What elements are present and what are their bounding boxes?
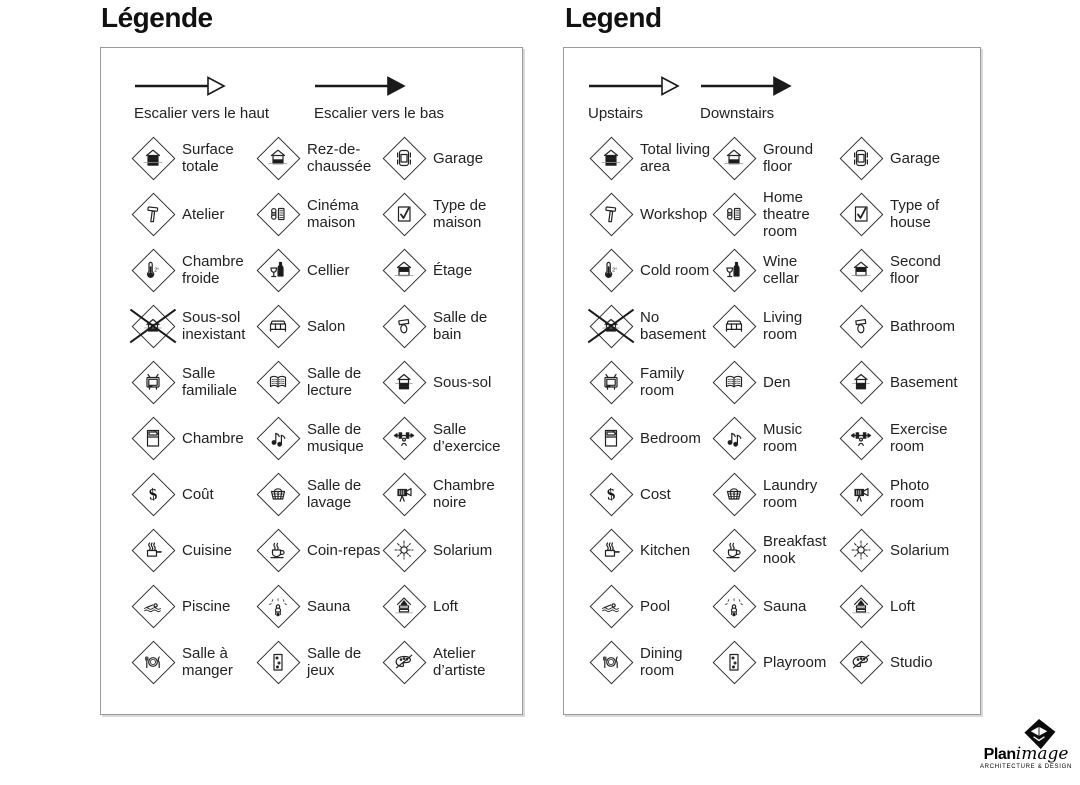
legend-item-no-basement (589, 304, 712, 348)
legend-item-label: No basement (640, 309, 706, 343)
legend-item-cost (131, 472, 256, 516)
legend-item-label: Rez-de-chaussée (307, 141, 372, 175)
studio-icon (839, 640, 883, 684)
legend-item-label: Music room (763, 421, 803, 455)
stairs-down-arrow-icon (700, 76, 792, 96)
legend-item-kitchen (131, 528, 256, 572)
stairs-down-label: Downstairs (700, 105, 775, 122)
breakfast-nook-icon (256, 528, 300, 572)
legend-item-type-of-house (382, 192, 502, 236)
legend-item-label: Salle de musique (307, 421, 364, 455)
legend-item-label: Bathroom (890, 317, 956, 335)
legend-item-label: Salle familiale (182, 365, 238, 399)
legend-item-solarium (839, 528, 961, 572)
music-room-icon (256, 416, 300, 460)
legend-item-label: Cost (640, 485, 671, 503)
legend-item-label: Solarium (433, 541, 493, 559)
legend-item-kitchen (589, 528, 712, 572)
bathroom-icon (839, 304, 883, 348)
legend-item-total-area (589, 136, 712, 180)
workshop-icon (589, 192, 633, 236)
stairs-up-arrow-group (134, 76, 269, 122)
legend-item-wine-cellar (256, 248, 382, 292)
total-area-icon (131, 136, 175, 180)
legend-item-label: Surface totale (182, 141, 234, 175)
legend-panel-french (100, 47, 523, 715)
legend-title-english: Legend (565, 2, 662, 33)
legend-item-garage (382, 136, 502, 180)
total-area-icon (589, 136, 633, 180)
cold-room-icon (589, 248, 633, 292)
legend-item-cold-room (589, 248, 712, 292)
legend-item-type-of-house (839, 192, 961, 236)
legend-item-label: Bedroom (640, 429, 701, 447)
pool-icon (131, 584, 175, 628)
legend-item-label: Sauna (307, 597, 351, 615)
legend-item-family-room (589, 360, 712, 404)
legend-item-pool (589, 584, 712, 628)
legend-item-label: Total living area (640, 141, 711, 175)
legend-item-workshop (589, 192, 712, 236)
legend-item-living-room (256, 304, 382, 348)
dining-room-icon (131, 640, 175, 684)
loft-icon (839, 584, 883, 628)
legend-item-music-room (256, 416, 382, 460)
planimage-logo (976, 719, 1076, 770)
legend-item-label: Type of house (890, 197, 940, 231)
type-of-house-icon (382, 192, 426, 236)
legend-item-cost (589, 472, 712, 516)
stairs-up-arrow-group (588, 76, 680, 122)
sauna-icon (712, 584, 756, 628)
basement-icon (839, 360, 883, 404)
legend-item-label: Breakfast nook (763, 533, 827, 567)
legend-item-pool (131, 584, 256, 628)
playroom-icon (712, 640, 756, 684)
legend-item-label: Salle de bain (433, 309, 488, 343)
legend-item-living-room (712, 304, 839, 348)
second-floor-icon (382, 248, 426, 292)
planimage-tagline: ARCHITECTURE & DESIGN (979, 764, 1073, 770)
laundry-room-icon (256, 472, 300, 516)
exercise-room-icon (839, 416, 883, 460)
legend-item-label: Sous-sol inexistant (182, 309, 246, 343)
legend-item-cold-room (131, 248, 256, 292)
legend-item-label: Salle de jeux (307, 645, 362, 679)
ground-floor-icon (256, 136, 300, 180)
legend-item-label: Home theatre room (763, 188, 810, 240)
breakfast-nook-icon (712, 528, 756, 572)
legend-item-exercise-room (839, 416, 961, 460)
legend-item-label: Living room (763, 309, 803, 343)
stairs-down-arrow-group (314, 76, 444, 122)
brand-plan: Plan (983, 746, 1016, 763)
living-room-icon (256, 304, 300, 348)
svg-text:$: $ (148, 486, 158, 504)
stairs-down-label: Escalier vers le bas (314, 105, 445, 122)
legend-item-label: Solarium (890, 541, 950, 559)
exercise-room-icon (382, 416, 426, 460)
legend-item-label: Wine cellar (763, 253, 799, 287)
legend-item-label: Chambre froide (182, 253, 244, 287)
stairs-up-label: Upstairs (588, 105, 644, 122)
legend-panel-english (563, 47, 981, 715)
cost-icon (589, 472, 633, 516)
legend-item-label: Chambre noire (433, 477, 495, 511)
legend-item-ground-floor (712, 136, 839, 180)
legend-item-den (712, 360, 839, 404)
legend-item-label: Ground floor (763, 141, 814, 175)
legend-item-loft (839, 584, 961, 628)
legend-item-label: Salle d’exercice (433, 421, 501, 455)
legend-grid-english (589, 130, 961, 690)
legend-item-label: Loft (890, 597, 916, 615)
legend-item-label: Salon (307, 317, 346, 335)
workshop-icon (131, 192, 175, 236)
legend-item-label: Cuisine (182, 541, 233, 559)
family-room-icon (131, 360, 175, 404)
stairs-down-arrow-group (700, 76, 792, 122)
studio-icon (382, 640, 426, 684)
kitchen-icon (131, 528, 175, 572)
cost-icon (131, 472, 175, 516)
legend-item-label: Coût (182, 485, 214, 503)
legend-item-label: Sous-sol (433, 373, 492, 391)
legend-item-label: Piscine (182, 597, 231, 615)
stairs-up-label: Escalier vers le haut (134, 105, 270, 122)
legend-item-home-theatre (712, 189, 839, 240)
laundry-room-icon (712, 472, 756, 516)
legend-item-second-floor (839, 248, 961, 292)
brand-image: image (1015, 744, 1069, 764)
stairs-up-arrow-icon (588, 76, 680, 96)
legend-item-label: Coin-repas (307, 541, 381, 559)
legend-item-label: Salle de lavage (307, 477, 362, 511)
legend-item-dining-room (131, 640, 256, 684)
legend-item-sauna (712, 584, 839, 628)
home-theatre-icon (256, 192, 300, 236)
legend-item-photo-room (382, 472, 502, 516)
pool-icon (589, 584, 633, 628)
music-room-icon (712, 416, 756, 460)
legend-item-label: Kitchen (640, 541, 691, 559)
legend-item-dining-room (589, 640, 712, 684)
stairs-up-arrow-icon (134, 76, 226, 96)
legend-item-no-basement (131, 304, 256, 348)
planimage-brand (984, 746, 1069, 763)
legend-item-label: Garage (433, 149, 484, 167)
legend-item-label: Den (763, 373, 791, 391)
family-room-icon (589, 360, 633, 404)
bedroom-icon (589, 416, 633, 460)
legend-item-workshop (131, 192, 256, 236)
legend-item-label: Étage (433, 261, 473, 279)
home-theatre-icon (712, 192, 756, 236)
legend-item-label: Laundry room (763, 477, 818, 511)
legend-item-ground-floor (256, 136, 382, 180)
legend-item-exercise-room (382, 416, 502, 460)
legend-item-playroom (712, 640, 839, 684)
bedroom-icon (131, 416, 175, 460)
sauna-icon (256, 584, 300, 628)
wine-cellar-icon (256, 248, 300, 292)
legend-item-breakfast-nook (256, 528, 382, 572)
garage-icon (382, 136, 426, 180)
legend-item-breakfast-nook (712, 528, 839, 572)
garage-icon (839, 136, 883, 180)
legend-item-label: Cellier (307, 261, 350, 279)
legend-item-bathroom (382, 304, 502, 348)
legend-item-home-theatre (256, 192, 382, 236)
legend-item-playroom (256, 640, 382, 684)
cold-room-icon (131, 248, 175, 292)
kitchen-icon (589, 528, 633, 572)
living-room-icon (712, 304, 756, 348)
legend-item-solarium (382, 528, 502, 572)
legend-item-family-room (131, 360, 256, 404)
stairs-down-arrow-icon (314, 76, 406, 96)
legend-item-bathroom (839, 304, 961, 348)
type-of-house-icon (839, 192, 883, 236)
legend-item-label: Second floor (890, 253, 941, 287)
dining-room-icon (589, 640, 633, 684)
playroom-icon (256, 640, 300, 684)
legend-title-french: Légende (101, 2, 213, 33)
legend-item-label: Salle de lecture (307, 365, 362, 399)
legend-item-label: Loft (433, 597, 459, 615)
legend-item-studio (839, 640, 961, 684)
no-basement-icon (589, 304, 633, 348)
legend-item-label: Family room (640, 365, 685, 399)
legend-item-laundry-room (712, 472, 839, 516)
photo-room-icon (839, 472, 883, 516)
bathroom-icon (382, 304, 426, 348)
wine-cellar-icon (712, 248, 756, 292)
legend-item-laundry-room (256, 472, 382, 516)
legend-item-label: Workshop (640, 205, 708, 223)
legend-item-label: Dining room (640, 645, 683, 679)
den-icon (712, 360, 756, 404)
legend-item-label: Sauna (763, 597, 807, 615)
den-icon (256, 360, 300, 404)
no-basement-icon (131, 304, 175, 348)
legend-item-label: Exercise room (890, 421, 948, 455)
legend-item-wine-cellar (712, 248, 839, 292)
legend-grid-french (131, 130, 502, 690)
legend-item-studio (382, 640, 502, 684)
second-floor-icon (839, 248, 883, 292)
legend-item-label: Atelier (182, 205, 225, 223)
svg-text:2°: 2° (154, 267, 160, 274)
ground-floor-icon (712, 136, 756, 180)
basement-icon (382, 360, 426, 404)
legend-item-garage (839, 136, 961, 180)
legend-item-label: Garage (890, 149, 941, 167)
solarium-icon (839, 528, 883, 572)
legend-item-label: Pool (640, 597, 671, 615)
solarium-icon (382, 528, 426, 572)
legend-item-photo-room (839, 472, 961, 516)
legend-item-label: Chambre (182, 429, 244, 447)
legend-item-total-area (131, 136, 256, 180)
legend-item-den (256, 360, 382, 404)
legend-item-label: Cold room (640, 261, 710, 279)
legend-item-label: Atelier d’artiste (433, 645, 486, 679)
photo-room-icon (382, 472, 426, 516)
legend-item-bedroom (589, 416, 712, 460)
legend-item-label: Studio (890, 653, 933, 671)
legend-item-basement (382, 360, 502, 404)
legend-item-label: Type de maison (433, 197, 487, 231)
svg-text:2°: 2° (612, 267, 618, 274)
svg-text:$: $ (606, 486, 616, 504)
legend-item-label: Salle à manger (182, 645, 233, 679)
legend-item-loft (382, 584, 502, 628)
legend-item-second-floor (382, 248, 502, 292)
legend-item-label: Basement (890, 373, 958, 391)
legend-item-label: Photo room (890, 477, 930, 511)
legend-item-label: Cinéma maison (307, 197, 359, 231)
loft-icon (382, 584, 426, 628)
legend-item-music-room (712, 416, 839, 460)
legend-item-bedroom (131, 416, 256, 460)
legend-item-label: Playroom (763, 653, 827, 671)
legend-item-basement (839, 360, 961, 404)
legend-item-sauna (256, 584, 382, 628)
